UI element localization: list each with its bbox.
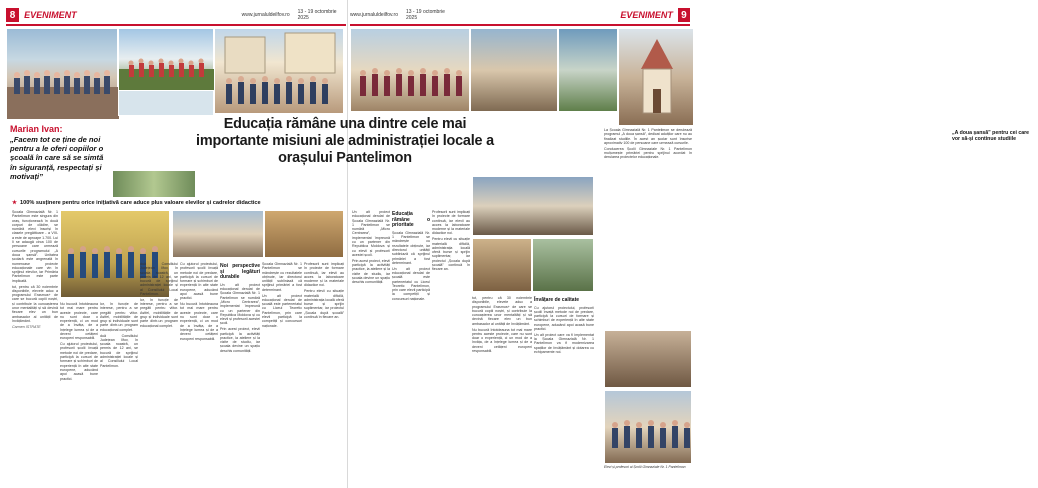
group-photo-16: [604, 390, 692, 464]
photo-caption: Elevi și profesori ai Școlii Gimnaziale Nr. 1 Pantelimon: [604, 465, 686, 469]
r2-text: Școala Gimnazială Nr. 1 Pantelimon se mândrește cu rezultatele obținute, iar directorul unității subliniază că sprijinul primăriei a fost determinant.: [392, 230, 430, 265]
right-site: www.jurnaluldeilfov.ro: [350, 12, 398, 18]
right-column-4: [472, 296, 532, 480]
group-photo-8-figures: [351, 29, 471, 113]
col-a-text: tut, pentru că 30 noiembrie disponibile, elevele aduc a programului Erasmus+ de care se bucură copiii noștri, și contribuie la cunoașterea unor mentalități și să devină fiecare elev un bun ambasador al unității de învățământ.: [12, 284, 58, 323]
column-intro: [12, 210, 58, 480]
col-g-text: Prin acest proiect, elevii participă la activități practice, la ateliere și la vizite de studiu, iar școala devine un spațiu deschis comunității.: [220, 327, 260, 353]
column-e: [180, 262, 218, 482]
column-c: [100, 302, 138, 482]
quote-speaker: Marian Ivan:: [10, 124, 63, 134]
group-photo-16-figures: [605, 391, 693, 465]
col-e2-text: duă Consiliului Județean Ilfov, în școala noastră, un permis de 12 ani, se bucură de sprijinul administrației locale și al Consiliului Local Pantelimon.: [140, 262, 178, 297]
left-site: www.jurnaluldeilfov.ro: [241, 12, 290, 18]
column-f: [220, 262, 260, 482]
column-g: [262, 262, 302, 482]
group-photo-10: [558, 28, 618, 112]
right-column-3: [432, 210, 470, 480]
column-d: [140, 262, 178, 482]
col-d-text: lor, în funcție de interese, pentru a se pregăti pentru viitor. Astfel, mobilitățile de grup și individuale sunt parte dintr-un program educațional complet.: [100, 302, 138, 332]
r4-text-2: Nu bucură întotdeauna tot mai mare pentru aceste proiecte, care nu sunt doar o experiență, ci un mod de a învăța, de a înțelege lumea și de a deveni cetățeni europeni responsabili.: [472, 327, 532, 354]
column-b: [60, 302, 98, 482]
r3-text-2: Pentru elevii cu situație materială dificilă, administrația locală oferă burse și sprijin suplimentar, iar proiectul „Școala după școală” continuă în fiecare an.: [432, 237, 470, 272]
group-photo-13: [472, 238, 532, 292]
r1-text: Un alt proiect educațional derulat de Școala Gimnazială Nr. 1 Pantelimon se numără „Micro Centrarea”, implementat împreună cu un partener din Republica Moldova și cu elevii și profesorii acestei școli.: [352, 210, 390, 257]
church-illustration: [619, 29, 695, 127]
group-photo-8: [350, 28, 470, 112]
group-photo-9: [470, 28, 558, 112]
left-page: [0, 0, 348, 488]
column-h: [304, 262, 344, 482]
col-d2-text: lor, în funcție de interese, pentru a se pregăti pentru viitor. Astfel, mobilitățile de grup și individuale sunt parte dintr-un program educațional complet.: [140, 297, 178, 328]
right-page-number: 9: [678, 8, 690, 22]
col-c-text: Cu ajutorul proiectului, profesorii școlii învață metode noi de predare, participă la cursuri de formare și schimburi de experiență în alte state europene, aducând apoi acasă bune practici.: [60, 342, 98, 381]
right-col-text: La Școala Gimnazială Nr. 1 Pantelimon se derulează programul „A doua șansă”, dedicat adulților care nu au finalizat studiile. În acest an școlar sunt înscrise aproximativ 100 de persoane care urmează cursurile.: [604, 128, 692, 145]
col-e-text: duă Consiliului Județean Ilfov, în școala noastră, un permis de 12 ani, se bucură de sprijinul administrației locale și al Consiliului Local Pantelimon.: [100, 333, 138, 368]
col-b2-text: Nu bucură întotdeauna tot mai mare pentru aceste proiecte, care nu sunt doar o experiență, ci un mod de a învăța, de a înțelege lumea și de a deveni cetățeni europeni responsabili.: [180, 302, 218, 341]
col-f-text: Un alt proiect educațional derulat de Școala Gimnazială Nr. 1 Pantelimon se numără „Micro Centrarea”, implementat împreună cu un partener din Republica Moldova și cu elevii și profesorii acestei școli.: [220, 282, 260, 326]
group-photo-2: [118, 28, 214, 90]
right-col-text-2: Conducerea Școlii Gimnaziale Nr. 1 Pantelimon mulțumește primăriei pentru sprijinul acordat în derularea proiectelor educaționale.: [604, 146, 692, 160]
group-photo-3: [214, 28, 344, 114]
group-photo-7: [264, 210, 344, 258]
group-photo-3-figures: [215, 29, 345, 115]
right-header-rule: [350, 24, 690, 26]
right-date: 13 - 19 octombrie 2025: [405, 9, 445, 21]
r1-text-2: Prin acest proiect, elevii participă la activități practice, la ateliere și la vizite de studiu, iar școala devine un spațiu deschis comunității.: [352, 258, 390, 285]
group-photo-2-figures: [119, 29, 215, 91]
group-photo-15: [604, 330, 692, 388]
left-header: [6, 7, 346, 23]
left-date: 13 - 19 octombrie 2025: [297, 9, 337, 21]
subheading-1: Noi perspective și legături durabile: [220, 263, 260, 281]
right-section-label: EVENIMENT: [620, 10, 673, 20]
left-section-label: EVENIMENT: [24, 10, 77, 20]
group-photo-6: [172, 210, 264, 258]
pull-quote: „Facem tot ce ține de noi pentru a le oferi copiilor o școală în care să se simtă în siguranță, respectați și motivați”: [10, 135, 104, 181]
banner-text: 100% susținere pentru orice inițiativă care aduce plus valoare elevilor și cadrelor didactice: [20, 200, 261, 206]
left-header-rule: [6, 24, 346, 26]
group-photo-14: [532, 238, 594, 292]
right-column-5: [534, 296, 594, 480]
group-photo-11: [618, 28, 694, 126]
sidebar-title: „A doua șansă” pentru cei care vor să-și continue studiile: [952, 130, 1030, 142]
right-column-2: [392, 210, 430, 480]
r5-text-2: Un alt proiect care va fi implementat la Școala Gimnazială Nr. 1 Pantelimon va fi modernizarea spațiilor de învățământ și dotarea cu echipamente noi.: [534, 332, 594, 355]
article-headline: Educația rămâne una dintre cele mai importante misiuni ale administrației locale a orașului Pantelimon: [196, 116, 494, 166]
right-header: [350, 7, 690, 23]
star-icon: ★: [12, 200, 18, 206]
subheading-2: Educația rămâne o prioritate: [392, 211, 430, 229]
group-photo-1-figures: [7, 29, 119, 119]
left-page-number: 8: [6, 8, 19, 22]
intro-paragraph: Școala Gimnazială Nr. 1 Pantelimon este singura din oraș, funcționează în două corpuri de clădire, se numără elevi înscriși în clasele pregătitoare - a VIII-a este de aproape 1.700. Lui îi se adaugă circa 100 de persoane care urmează cursurile programului „A doua șansă”. Unitatea școlară este angrenată în numeroase proiecte educaționale care vin în sprijinul elevilor, iar Primăria Pantelimon este parte implicată.: [12, 210, 58, 283]
author-signature: Carmen ISTRATE: [12, 324, 41, 329]
r2-text-2: Un alt proiect educațional derulat de școală este parteneriatul cu Liceul Teoretic Pantelimon, prin care elevii participă la competiții și concursuri naționale.: [392, 266, 430, 301]
right-column-1: [352, 210, 390, 480]
col-i-text: Un alt proiect educațional derulat de școală este parteneriatul cu Liceul Teoretic Pantelimon, prin care elevii participă la competiții și concursuri naționale.: [262, 293, 302, 328]
col-k-text: Pentru elevii cu situație materială dificilă, administrația locală oferă burse și sprijin suplimentar, iar proiectul „Școala după școală” continuă în fiecare an.: [304, 289, 344, 320]
r4-text: tut, pentru că 30 noiembrie disponibile, elevele aduc a programului Erasmus+ de care se bucură copiii noștri, și contribuie la cunoașterea unor mentalități și să devină fiecare elev un bun ambasador al unității de învățământ.: [472, 296, 532, 326]
right-sidebar: [604, 128, 692, 328]
group-photo-1: [6, 28, 118, 118]
col-b-text: Nu bucură întotdeauna tot mai mare pentru aceste proiecte, care nu sunt doar o experiență, ci un mod de a învăța, de a înțelege lumea și de a deveni cetățeni europeni responsabili.: [60, 302, 98, 341]
right-page: [348, 0, 1030, 488]
group-photo-12: [472, 176, 594, 236]
photo-strip: [118, 90, 214, 116]
group-photo-4: [112, 170, 196, 198]
r5-text: Cu ajutorul proiectului, profesorii școlii învață metode noi de predare, participă la cursuri de formare și schimburi de experiență în alte state europene, aducând apoi acasă bune practici.: [534, 305, 594, 332]
col-c2-text: Cu ajutorul proiectului, profesorii școlii învață metode noi de predare, participă la cursuri de formare și schimburi de experiență în alte state europene, aducând apoi acasă bune practici.: [180, 262, 218, 301]
col-h-text: Școala Gimnazială Nr. 1 Pantelimon se mândrește cu rezultatele obținute, iar directorul unității subliniază că sprijinul primăriei a fost determinant.: [262, 262, 302, 292]
article-banner: [12, 198, 342, 208]
r3-text: Profesorii sunt implicați în proiecte de formare continuă, iar elevii au acces la laboratoare moderne și la materiale didactice noi.: [432, 210, 470, 236]
col-j-text: Profesorii sunt implicați în proiecte de formare continuă, iar elevii au acces la laboratoare moderne și la materiale didactice noi.: [304, 262, 344, 288]
subheading-3: Învățare de calitate: [534, 297, 580, 303]
